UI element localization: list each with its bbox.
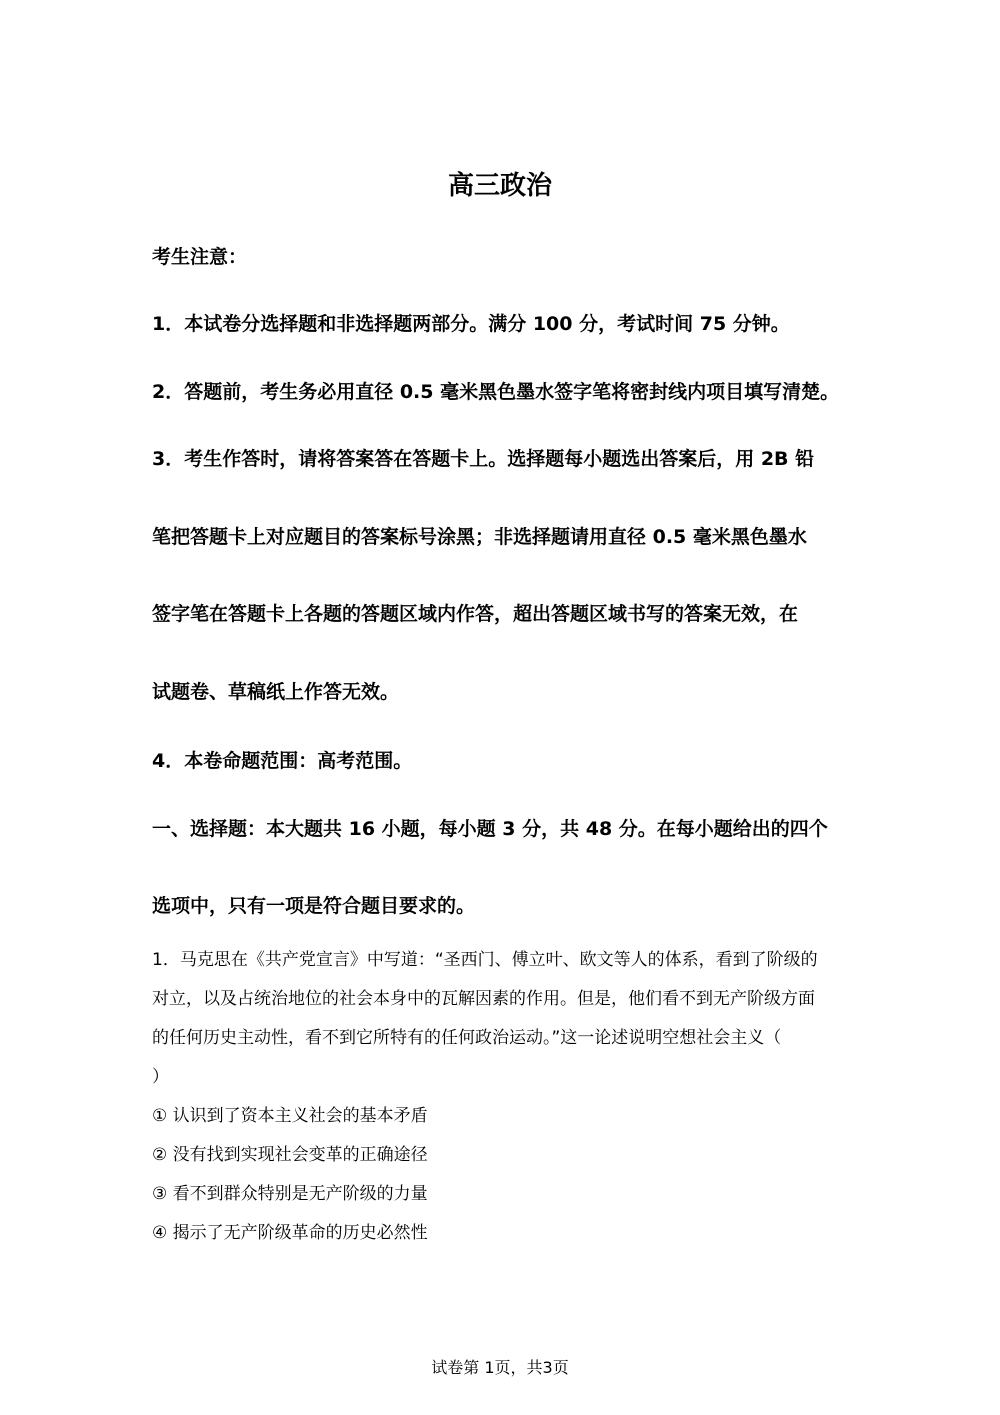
notice-item-2: 2．答题前，考生务必用直径 0.5 毫米黑色墨水签字笔将密封线内项目填写清楚。 — [152, 381, 840, 403]
notice-heading: 考生注意： — [152, 246, 248, 268]
question-1-stem-line-4: ） — [152, 1067, 169, 1087]
notice-item-4: 4．本卷命题范围：高考范围。 — [152, 750, 413, 772]
question-1-stem-line-2: 对立，以及占统治地位的社会本身中的瓦解因素的作用。但是，他们看不到无产阶级方面 — [152, 989, 815, 1009]
notice-item-3-line-2: 笔把答题卡上对应题目的答案标号涂黑；非选择题请用直径 0.5 毫米黑色墨水 — [152, 526, 807, 548]
section-heading-line-2: 选项中，只有一项是符合题目要求的。 — [152, 895, 476, 917]
question-1-option-2: ② 没有找到实现社会变革的正确途径 — [152, 1145, 428, 1165]
notice-item-3-line-4: 试题卷、草稿纸上作答无效。 — [152, 681, 400, 703]
question-1-option-4: ④ 揭示了无产阶级革命的历史必然性 — [152, 1223, 428, 1243]
notice-item-3-line-3: 签字笔在答题卡上各题的答题区域内作答，超出答题区域书写的答案无效，在 — [152, 603, 799, 625]
question-1-stem-line-3: 的任何历史主动性，看不到它所特有的任何政治运动。”这一论述说明空想社会主义（ — [152, 1028, 782, 1048]
notice-item-3-line-1: 3．考生作答时，请将答案答在答题卡上。选择题每小题选出答案后，用 2B 铅 — [152, 448, 815, 470]
notice-item-1: 1．本试卷分选择题和非选择题两部分。满分 100 分，考试时间 75 分钟。 — [152, 313, 790, 335]
question-1-option-3: ③ 看不到群众特别是无产阶级的力量 — [152, 1184, 428, 1204]
section-heading-line-1: 一、选择题：本大题共 16 小题，每小题 3 分，共 48 分。在每小题给出的四个 — [152, 818, 828, 840]
question-1-stem-line-1: 1．马克思在《共产党宣言》中写道：“圣西门、傅立叶、欧文等人的体系，看到了阶级的 — [152, 950, 818, 970]
question-1-option-1: ① 认识到了资本主义社会的基本矛盾 — [152, 1106, 428, 1126]
page-footer: 试卷第 1页，共3页 — [431, 1358, 569, 1377]
page-title: 高三政治 — [447, 171, 552, 201]
